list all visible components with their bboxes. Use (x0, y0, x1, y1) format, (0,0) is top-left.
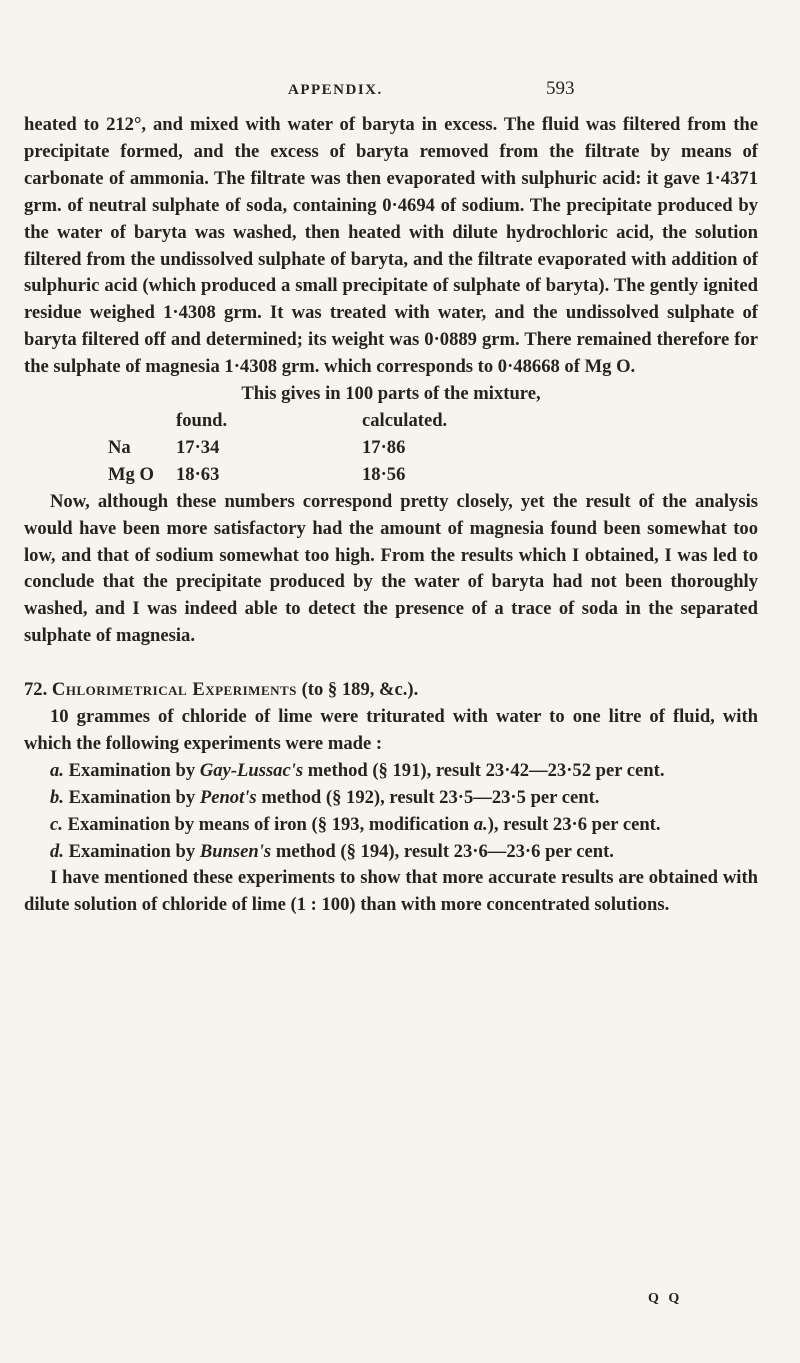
running-head (0, 78, 800, 108)
section-conclusion: I have mentioned these experiments to show that more accurate results are obtained with dilute solution of chloride of lime (1 : 100) than with more concentrated solutions. (24, 867, 758, 916)
results-found: 18·63 (176, 463, 220, 485)
item-modification: a. (473, 813, 488, 835)
item-letter: b. (50, 786, 64, 808)
body-text (24, 112, 758, 919)
item-letter: d. (50, 840, 64, 862)
item-author: Penot's (199, 786, 257, 808)
section-ref: (to § 189, &c.). (301, 679, 419, 701)
section-title: Chlorimetrical Experiments (51, 679, 297, 701)
paragraph-continuation: heated to 212°, and mixed with water of baryta in excess. The fluid was filtered from the precipitate formed, and the excess of baryta removed from the filtrate by means of carbonate of ammonia. The filtrate was then evaporated with sulphuric acid: it gave 1·4371 grm. of neutral sulphate of soda, containing 0·4694 of sodium. The precipitate produced by the water of baryta was washed, then heated with dilute hydrochloric acid, the solution filtered from the undissolved sulphate of baryta, and the filtrate evaporated with addition of sulphuric acid (which produced a small precipitate of sulphate of baryta). The gently ignited residue weighed 1·4308 grm. It was treated with water, and the undissolved sulphate of baryta filtered off and determined; its weight was 0·0889 grm. There remained therefore for the sulphate of magnesia 1·4308 grm. which corresponds to 0·48668 of Mg O. (24, 114, 758, 378)
section-number: 72. (24, 679, 48, 701)
results-calculated: 18·56 (362, 463, 406, 485)
item-author: Gay-Lussac's (199, 759, 304, 781)
results-header-found: found. (176, 409, 228, 431)
table-row (104, 435, 552, 462)
item-letter: c. (50, 813, 63, 835)
item-letter: a. (50, 759, 64, 781)
results-label: Na (108, 436, 131, 458)
section-intro: 10 grammes of chloride of lime were triturated with water to one litre of fluid, with which the following experiments were made : (24, 706, 758, 754)
results-label: Mg O (108, 463, 154, 485)
results-intro: This gives in 100 parts of the mixture, (241, 383, 541, 405)
item-author: Bunsen's (199, 840, 272, 862)
list-item: c. Examination by means of iron (§ 193, modification a.), result 23·6 per cent. (50, 813, 661, 835)
list-item: a. Examination by Gay-Lussac's method (§ 191), result 23·42—23·52 per cent. (50, 759, 665, 781)
results-table (104, 408, 552, 489)
list-item: d. Examination by Bunsen's method (§ 194), result 23·6—23·6 per cent. (50, 840, 614, 862)
signature-mark: Q Q (648, 1291, 683, 1306)
results-header-calculated: calculated. (362, 409, 448, 431)
table-row (104, 462, 552, 489)
results-header-blank (104, 408, 176, 435)
results-found: 17·34 (176, 436, 220, 458)
list-item: b. Examination by Penot's method (§ 192), result 23·5—23·5 per cent. (50, 786, 600, 808)
results-calculated: 17·86 (362, 436, 406, 458)
page-number: 593 (546, 78, 575, 99)
results-header-row (104, 408, 552, 435)
running-head-title: APPENDIX. (288, 82, 383, 98)
section-heading (24, 677, 758, 704)
paragraph-discussion: Now, although these numbers correspond pretty closely, yet the result of the analysis would have been more satisfactory had the amount of magnesia found been somewhat too low, and that of sodium somewhat too high. From the results which I obtained, I was led to conclude that the precipitate produced by the water of baryta had not been thoroughly washed, and I was indeed able to detect the presence of a trace of soda in the separated sulphate of magnesia. (24, 490, 758, 647)
